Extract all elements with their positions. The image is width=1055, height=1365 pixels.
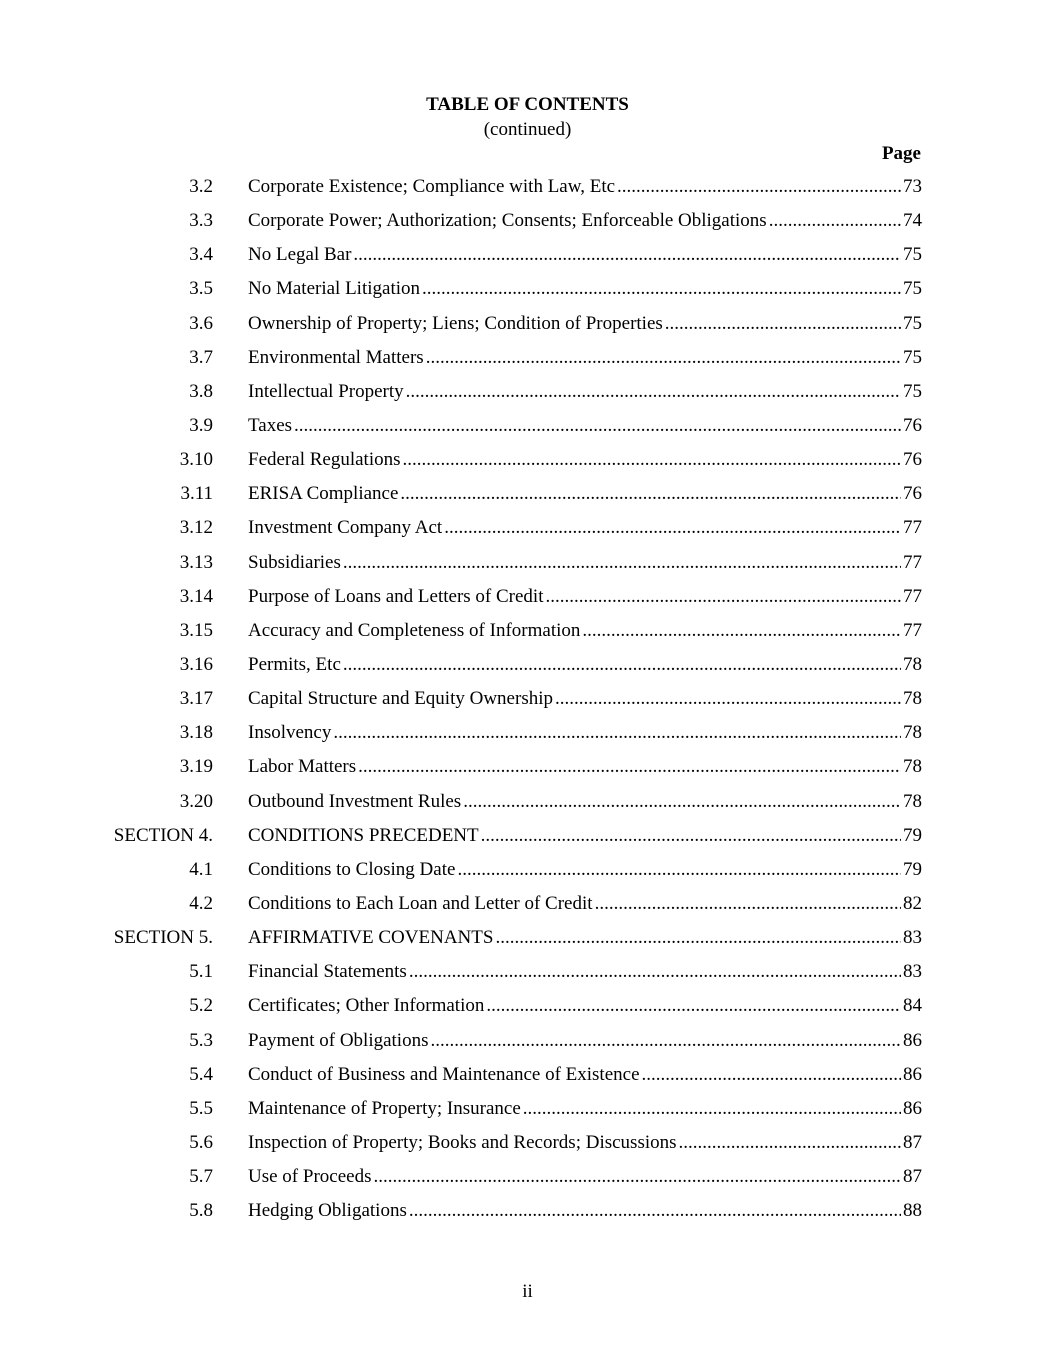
dot-leader — [679, 1127, 901, 1159]
toc-entry-title: Intellectual Property — [248, 380, 404, 402]
toc-entry-line — [248, 444, 922, 476]
toc-entry-line — [248, 786, 922, 818]
toc-entry — [0, 683, 1055, 717]
toc-entry — [0, 171, 1055, 205]
dot-leader — [463, 786, 901, 818]
toc-entry-number: 5.1 — [189, 961, 213, 983]
toc-entry — [0, 444, 1055, 478]
toc-entry-page: 75 — [903, 278, 922, 300]
dot-leader — [481, 820, 901, 852]
toc-entry-title: Ownership of Property; Liens; Condition of Properties — [248, 312, 663, 334]
toc-entry-line — [248, 581, 922, 613]
dot-leader — [294, 410, 901, 442]
toc-entry-number: 3.20 — [179, 790, 213, 812]
toc-entry — [0, 649, 1055, 683]
toc-entry-page: 77 — [903, 585, 922, 607]
toc-entry-line — [248, 1093, 922, 1125]
toc-entry-number: 3.17 — [179, 688, 213, 710]
toc-entry-line — [248, 1025, 922, 1057]
toc-entry-number: 5.2 — [189, 995, 213, 1017]
toc-entry-line — [248, 1195, 922, 1227]
toc-entry-line — [248, 922, 922, 954]
toc-entry-title: Labor Matters — [248, 756, 357, 778]
toc-entry-title: AFFIRMATIVE COVENANTS — [248, 927, 494, 949]
toc-entry-line — [248, 478, 922, 510]
toc-entry-line — [248, 376, 922, 408]
toc-entry — [0, 478, 1055, 512]
toc-entry-line — [248, 308, 922, 340]
toc-entry-title: No Material Litigation — [248, 278, 421, 300]
dot-leader — [406, 376, 901, 408]
toc-entry — [0, 512, 1055, 546]
toc-entry-page: 78 — [903, 756, 922, 778]
toc-entry — [0, 1093, 1055, 1127]
toc-entry-title: Environmental Matters — [248, 346, 424, 368]
toc-entry-title: Financial Statements — [248, 961, 407, 983]
toc-entry-line — [248, 1127, 922, 1159]
toc-entry-title: Conditions to Each Loan and Letter of Credit — [248, 892, 593, 914]
toc-entry-title: CONDITIONS PRECEDENT — [248, 824, 479, 846]
toc-entry-page: 79 — [903, 858, 922, 880]
toc-entry — [0, 786, 1055, 820]
toc-entry-page: 77 — [903, 551, 922, 573]
dot-leader — [495, 922, 901, 954]
toc-entry-number: 3.3 — [189, 210, 213, 232]
toc-entry-line — [248, 205, 922, 237]
toc-entry-line — [248, 717, 922, 749]
toc-entry-line — [248, 649, 922, 681]
toc-entry — [0, 854, 1055, 888]
dot-leader — [422, 273, 901, 305]
toc-entry-number: 3.7 — [189, 346, 213, 368]
toc-entry-page: 76 — [903, 449, 922, 471]
dot-leader — [642, 1059, 901, 1091]
dot-leader — [426, 342, 901, 374]
dot-leader — [403, 444, 902, 476]
toc-entry-page: 77 — [903, 517, 922, 539]
dot-leader — [358, 751, 901, 783]
toc-entry-number: SECTION 5. — [113, 927, 213, 949]
page-column-header: Page — [881, 143, 921, 164]
dot-leader — [595, 888, 901, 920]
toc-entry-page: 75 — [903, 312, 922, 334]
toc-entry-title: Corporate Power; Authorization; Consents; Enforceable Obligations — [248, 210, 767, 232]
toc-entry — [0, 547, 1055, 581]
toc-entry-number: SECTION 4. — [113, 824, 213, 846]
toc-entry-page: 88 — [903, 1200, 922, 1222]
toc-entry-number: 4.2 — [189, 892, 213, 914]
toc-entry — [0, 1127, 1055, 1161]
dot-leader — [373, 1161, 901, 1193]
toc-entry-page: 75 — [903, 346, 922, 368]
toc-entry-title: Subsidiaries — [248, 551, 341, 573]
toc-entry-number: 3.14 — [179, 585, 213, 607]
toc-entry-line — [248, 956, 922, 988]
dot-leader — [545, 581, 901, 613]
toc-entry-title: Outbound Investment Rules — [248, 790, 462, 812]
toc-entry — [0, 922, 1055, 956]
toc-entry — [0, 1025, 1055, 1059]
toc-entry-page: 87 — [903, 1131, 922, 1153]
toc-entry-page: 83 — [903, 961, 922, 983]
toc-entry-number: 5.8 — [189, 1200, 213, 1222]
toc-entry-number: 5.4 — [189, 1063, 213, 1085]
toc-entry-page: 78 — [903, 653, 922, 675]
toc-entry-title: Permits, Etc — [248, 653, 341, 675]
toc-entry-page: 79 — [903, 824, 922, 846]
toc-entry-page: 87 — [903, 1166, 922, 1188]
footer-page-number: ii — [522, 1281, 533, 1302]
toc-entry-title: Maintenance of Property; Insurance — [248, 1097, 521, 1119]
toc-entry-page: 75 — [903, 244, 922, 266]
toc-entry-number: 5.7 — [189, 1166, 213, 1188]
dot-leader — [457, 854, 901, 886]
toc-entry-page: 83 — [903, 927, 922, 949]
toc-entry — [0, 581, 1055, 615]
toc-entry-page: 77 — [903, 619, 922, 641]
toc-entry-line — [248, 342, 922, 374]
toc-entry-number: 3.15 — [179, 619, 213, 641]
toc-entry-page: 84 — [903, 995, 922, 1017]
dot-leader — [523, 1093, 901, 1125]
toc-entry-title: Hedging Obligations — [248, 1200, 407, 1222]
dot-leader — [444, 512, 901, 544]
dot-leader — [769, 205, 901, 237]
toc-entry-number: 3.8 — [189, 380, 213, 402]
toc-entry-number: 3.2 — [189, 176, 213, 197]
toc-entry-line — [248, 615, 922, 647]
toc-entry-title: Accuracy and Completeness of Information — [248, 619, 581, 641]
toc-entry-line — [248, 683, 922, 715]
toc-entry-number: 3.19 — [179, 756, 213, 778]
dot-leader — [409, 1195, 901, 1227]
toc-entry-line — [248, 239, 922, 271]
toc-entry-number: 4.1 — [189, 858, 213, 880]
toc-entry — [0, 376, 1055, 410]
toc-entry-number: 3.9 — [189, 414, 213, 436]
toc-entry-page: 74 — [903, 210, 922, 232]
toc-entry — [0, 888, 1055, 922]
toc-entry-number: 5.5 — [189, 1097, 213, 1119]
toc-entry-line — [248, 820, 922, 852]
toc-entry-line — [248, 990, 922, 1022]
toc-entry — [0, 342, 1055, 376]
toc-entry-page: 82 — [903, 892, 922, 914]
toc-entry — [0, 820, 1055, 854]
toc-entry-number: 3.10 — [179, 449, 213, 471]
dot-leader — [555, 683, 901, 715]
toc-entry — [0, 273, 1055, 307]
toc-entry — [0, 410, 1055, 444]
toc-entry-number: 3.6 — [189, 312, 213, 334]
toc-entry-title: Capital Structure and Equity Ownership — [248, 688, 553, 710]
toc-entry-line — [248, 854, 922, 886]
toc-entry-page: 78 — [903, 688, 922, 710]
toc-entry-title: Taxes — [248, 414, 293, 436]
dot-leader — [409, 956, 901, 988]
toc-title: TABLE OF CONTENTS — [426, 94, 629, 115]
toc-entry-line — [248, 1161, 922, 1193]
toc-entry-line — [248, 171, 922, 203]
dot-leader — [665, 308, 901, 340]
toc-entry-title: Investment Company Act — [248, 517, 443, 539]
dot-leader — [333, 717, 901, 749]
toc-entry-line — [248, 273, 922, 305]
toc-entry-page: 86 — [903, 1097, 922, 1119]
toc-entry — [0, 956, 1055, 990]
toc-entry-title: ERISA Compliance — [248, 483, 399, 505]
toc-entry-title: Payment of Obligations — [248, 1029, 429, 1051]
toc-entry-page: 73 — [903, 176, 922, 197]
toc-entry-page: 86 — [903, 1063, 922, 1085]
toc-entry-number: 3.13 — [179, 551, 213, 573]
dot-leader — [430, 1025, 901, 1057]
toc-entry — [0, 717, 1055, 751]
toc-entry-number: 3.4 — [189, 244, 213, 266]
dot-leader — [400, 478, 901, 510]
toc-entry — [0, 1195, 1055, 1229]
toc-entry-number: 5.3 — [189, 1029, 213, 1051]
toc-entry-title: Federal Regulations — [248, 449, 401, 471]
toc-entry-title: Certificates; Other Information — [248, 995, 485, 1017]
toc-entry-title: Inspection of Property; Books and Records; Discussions — [248, 1131, 677, 1153]
toc-entry-title: Conditions to Closing Date — [248, 858, 456, 880]
toc-entry — [0, 1059, 1055, 1093]
toc-entry-page: 78 — [903, 722, 922, 744]
toc-entry-number: 3.16 — [179, 653, 213, 675]
toc-entry-line — [248, 547, 922, 579]
toc-entry-page: 78 — [903, 790, 922, 812]
toc-entry-number: 5.6 — [189, 1131, 213, 1153]
toc-entry-title: Conduct of Business and Maintenance of Existence — [248, 1063, 640, 1085]
toc-entry — [0, 615, 1055, 649]
dot-leader — [343, 649, 901, 681]
toc-entry-line — [248, 751, 922, 783]
dot-leader — [343, 547, 901, 579]
toc-entry — [0, 751, 1055, 785]
toc-entry-page: 75 — [903, 380, 922, 402]
toc-entry-number: 3.5 — [189, 278, 213, 300]
toc-entry-page: 76 — [903, 414, 922, 436]
dot-leader — [353, 239, 901, 271]
toc-entry — [0, 239, 1055, 273]
toc-entry-title: Insolvency — [248, 722, 332, 744]
toc-entry — [0, 308, 1055, 342]
toc-entry-number: 3.18 — [179, 722, 213, 744]
toc-entry-title: Use of Proceeds — [248, 1166, 372, 1188]
toc-entry-line — [248, 410, 922, 442]
dot-leader — [486, 990, 901, 1022]
toc-entry-number: 3.12 — [179, 517, 213, 539]
toc-entry — [0, 990, 1055, 1024]
toc-list — [0, 171, 1055, 1229]
toc-entry-line — [248, 512, 922, 544]
toc-entry-line — [248, 888, 922, 920]
toc-entry-page: 86 — [903, 1029, 922, 1051]
toc-entry — [0, 205, 1055, 239]
dot-leader — [582, 615, 901, 647]
toc-entry-title: Corporate Existence; Compliance with Law, Etc — [248, 176, 616, 197]
dot-leader — [617, 171, 901, 203]
toc-subtitle: (continued) — [483, 119, 572, 140]
toc-entry-title: Purpose of Loans and Letters of Credit — [248, 585, 544, 607]
toc-entry — [0, 1161, 1055, 1195]
toc-entry-number: 3.11 — [180, 483, 213, 505]
toc-entry-page: 76 — [903, 483, 922, 505]
toc-entry-title: No Legal Bar — [248, 244, 352, 266]
toc-entry-line — [248, 1059, 922, 1091]
